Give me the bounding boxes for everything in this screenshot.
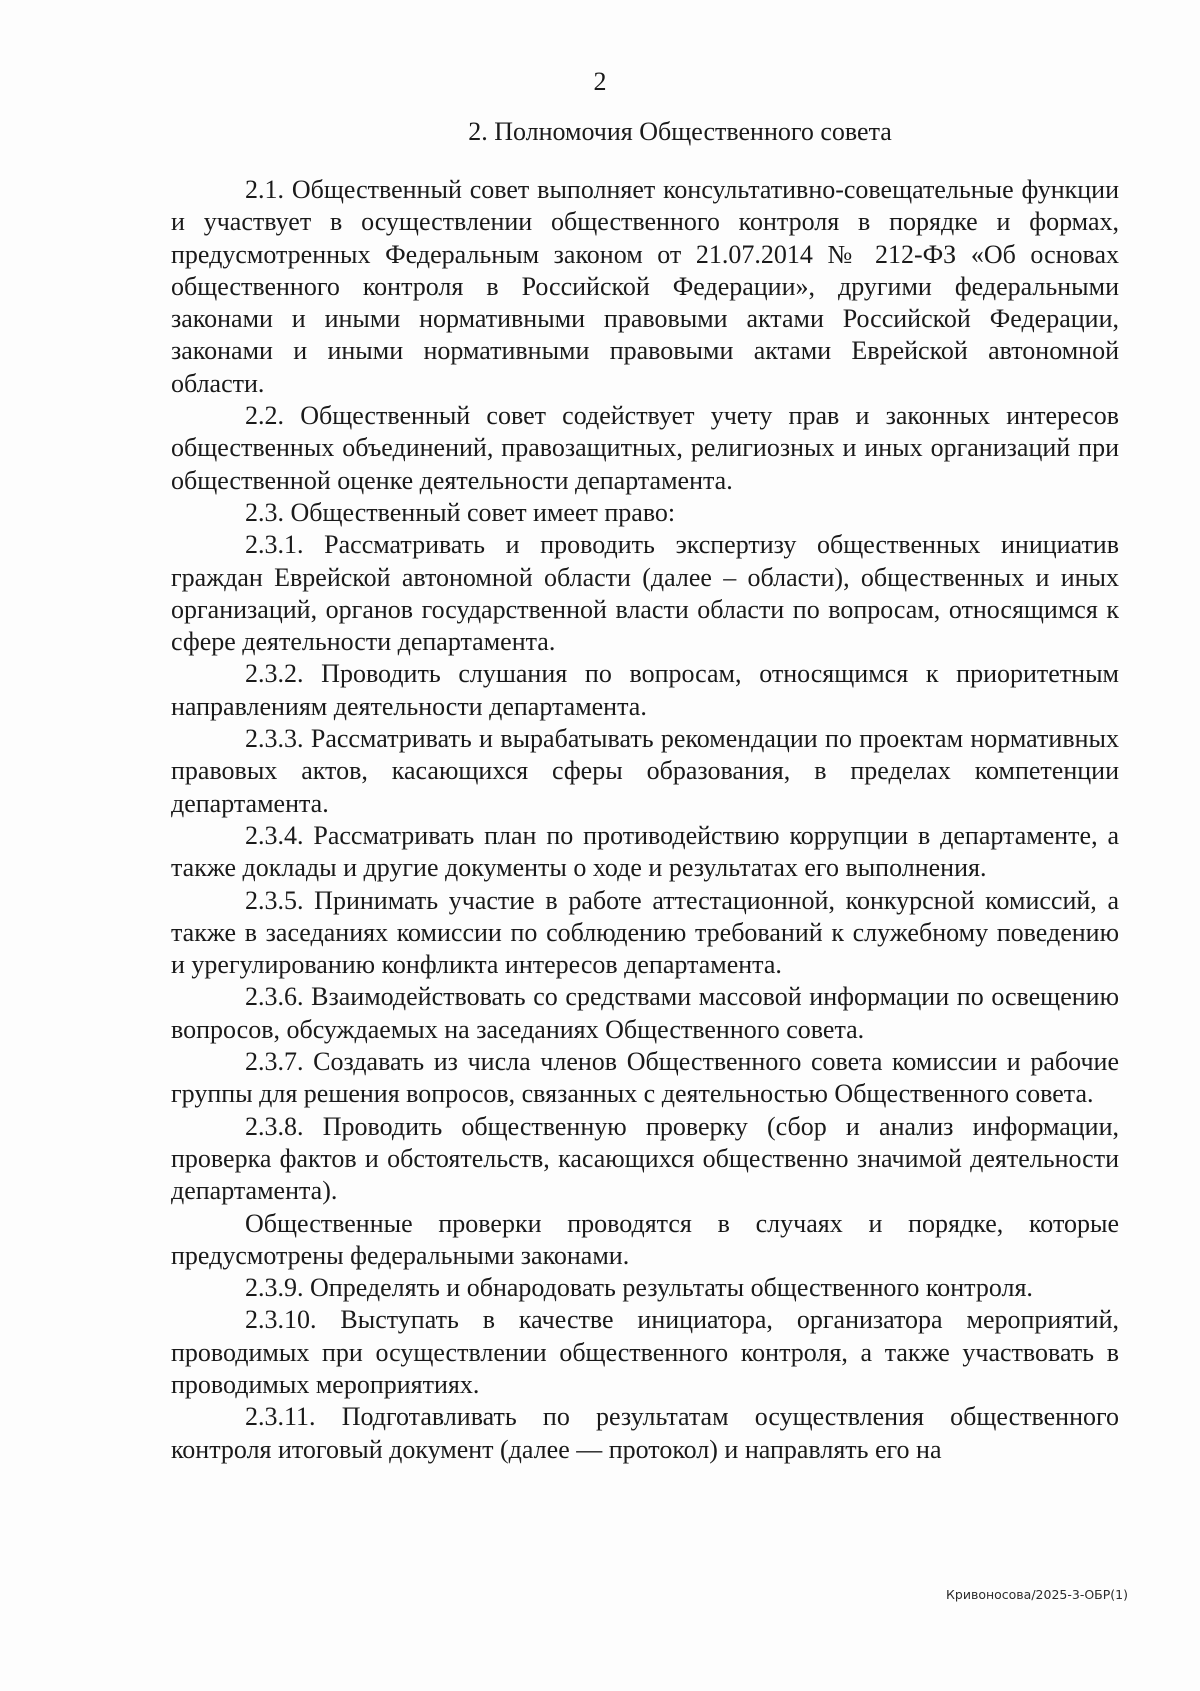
- paragraph-2-3-6: 2.3.6. Взаимодействовать со средствами массовой информации по освещению вопросов, обсуждаемых на заседаниях Общественного совета.: [171, 982, 1119, 1044]
- paragraph-2-2: 2.2. Общественный совет содействует учету прав и законных интересов общественных объединений, правозащитных, религиозных и иных организаций при общественной оценке деятельности департамента.: [171, 401, 1119, 495]
- paragraph-2-3-9: 2.3.9. Определять и обнародовать результаты общественного контроля.: [245, 1273, 1033, 1303]
- paragraph-2-3-8: 2.3.8. Проводить общественную проверку (сбор и анализ информации, проверка фактов и обстоятельств, касающихся общественно значимой деятельности департамента).: [171, 1111, 1119, 1206]
- paragraph-2-3-10: 2.3.10. Выступать в качестве инициатора, организатора мероприятий, проводимых при осуществлении общественного контроля, а также участвовать в проводимых мероприятиях.: [171, 1305, 1119, 1399]
- paragraph-2-3-2: 2.3.2. Проводить слушания по вопросам, относящимся к приоритетным направлениям деятельности департамента.: [171, 659, 1119, 721]
- paragraph-public-checks: Общественные проверки проводятся в случаях и порядке, которые предусмотрены федеральными законами.: [171, 1208, 1119, 1270]
- paragraph-2-3-4: 2.3.4. Рассматривать план по противодействию коррупции в департаменте, а также доклады и другие документы о ходе и результатах его выполнения.: [171, 820, 1119, 883]
- paragraph-2-3-7: 2.3.7. Создавать из числа членов Общественного совета комиссии и рабочие группы для решения вопросов, связанных с деятельностью Общественного совета.: [171, 1047, 1119, 1109]
- document-body: [171, 174, 1119, 1466]
- paragraph-2-1: 2.1. Общественный совет выполняет консультативно-совещательные функции и участвует в осуществлении общественного контроля в порядке и формах, предусмотренных Федеральным законом от 21.07.2014 № 212-ФЗ «Об основах общественного контроля в Российской Федерации», другими федеральными законами и иными нормативными правовыми актами Российской Федерации, законами и иными нормативными правовыми актами Еврейской автономной области.: [171, 175, 1119, 398]
- paragraph-2-3-1: 2.3.1. Рассматривать и проводить экспертизу общественных инициатив граждан Еврейской автономной области (далее – области), общественных и иных организаций, органов государственной власти области по вопросам, относящимся к сфере деятельности департамента.: [171, 530, 1119, 657]
- section-title: 2. Полномочия Общественного совета: [468, 117, 892, 146]
- page-number: 2: [593, 67, 607, 96]
- paragraph-2-3-5: 2.3.5. Принимать участие в работе аттестационной, конкурсной комиссий, а также в заседаниях комиссии по соблюдению требований к служебному поведению и урегулированию конфликта интересов департамента.: [171, 885, 1119, 980]
- paragraph-2-3-11: 2.3.11. Подготавливать по результатам осуществления общественного контроля итоговый документ (далее — протокол) и направлять его на: [171, 1402, 1119, 1464]
- paragraph-2-3: 2.3. Общественный совет имеет право:: [245, 497, 676, 527]
- paragraph-2-3-3: 2.3.3. Рассматривать и вырабатывать рекомендации по проектам нормативных правовых актов, касающихся сферы образования, в пределах компетенции департамента.: [171, 724, 1119, 818]
- document-registration-code: Кривоносова/2025-3-ОБР(1): [946, 1587, 1128, 1602]
